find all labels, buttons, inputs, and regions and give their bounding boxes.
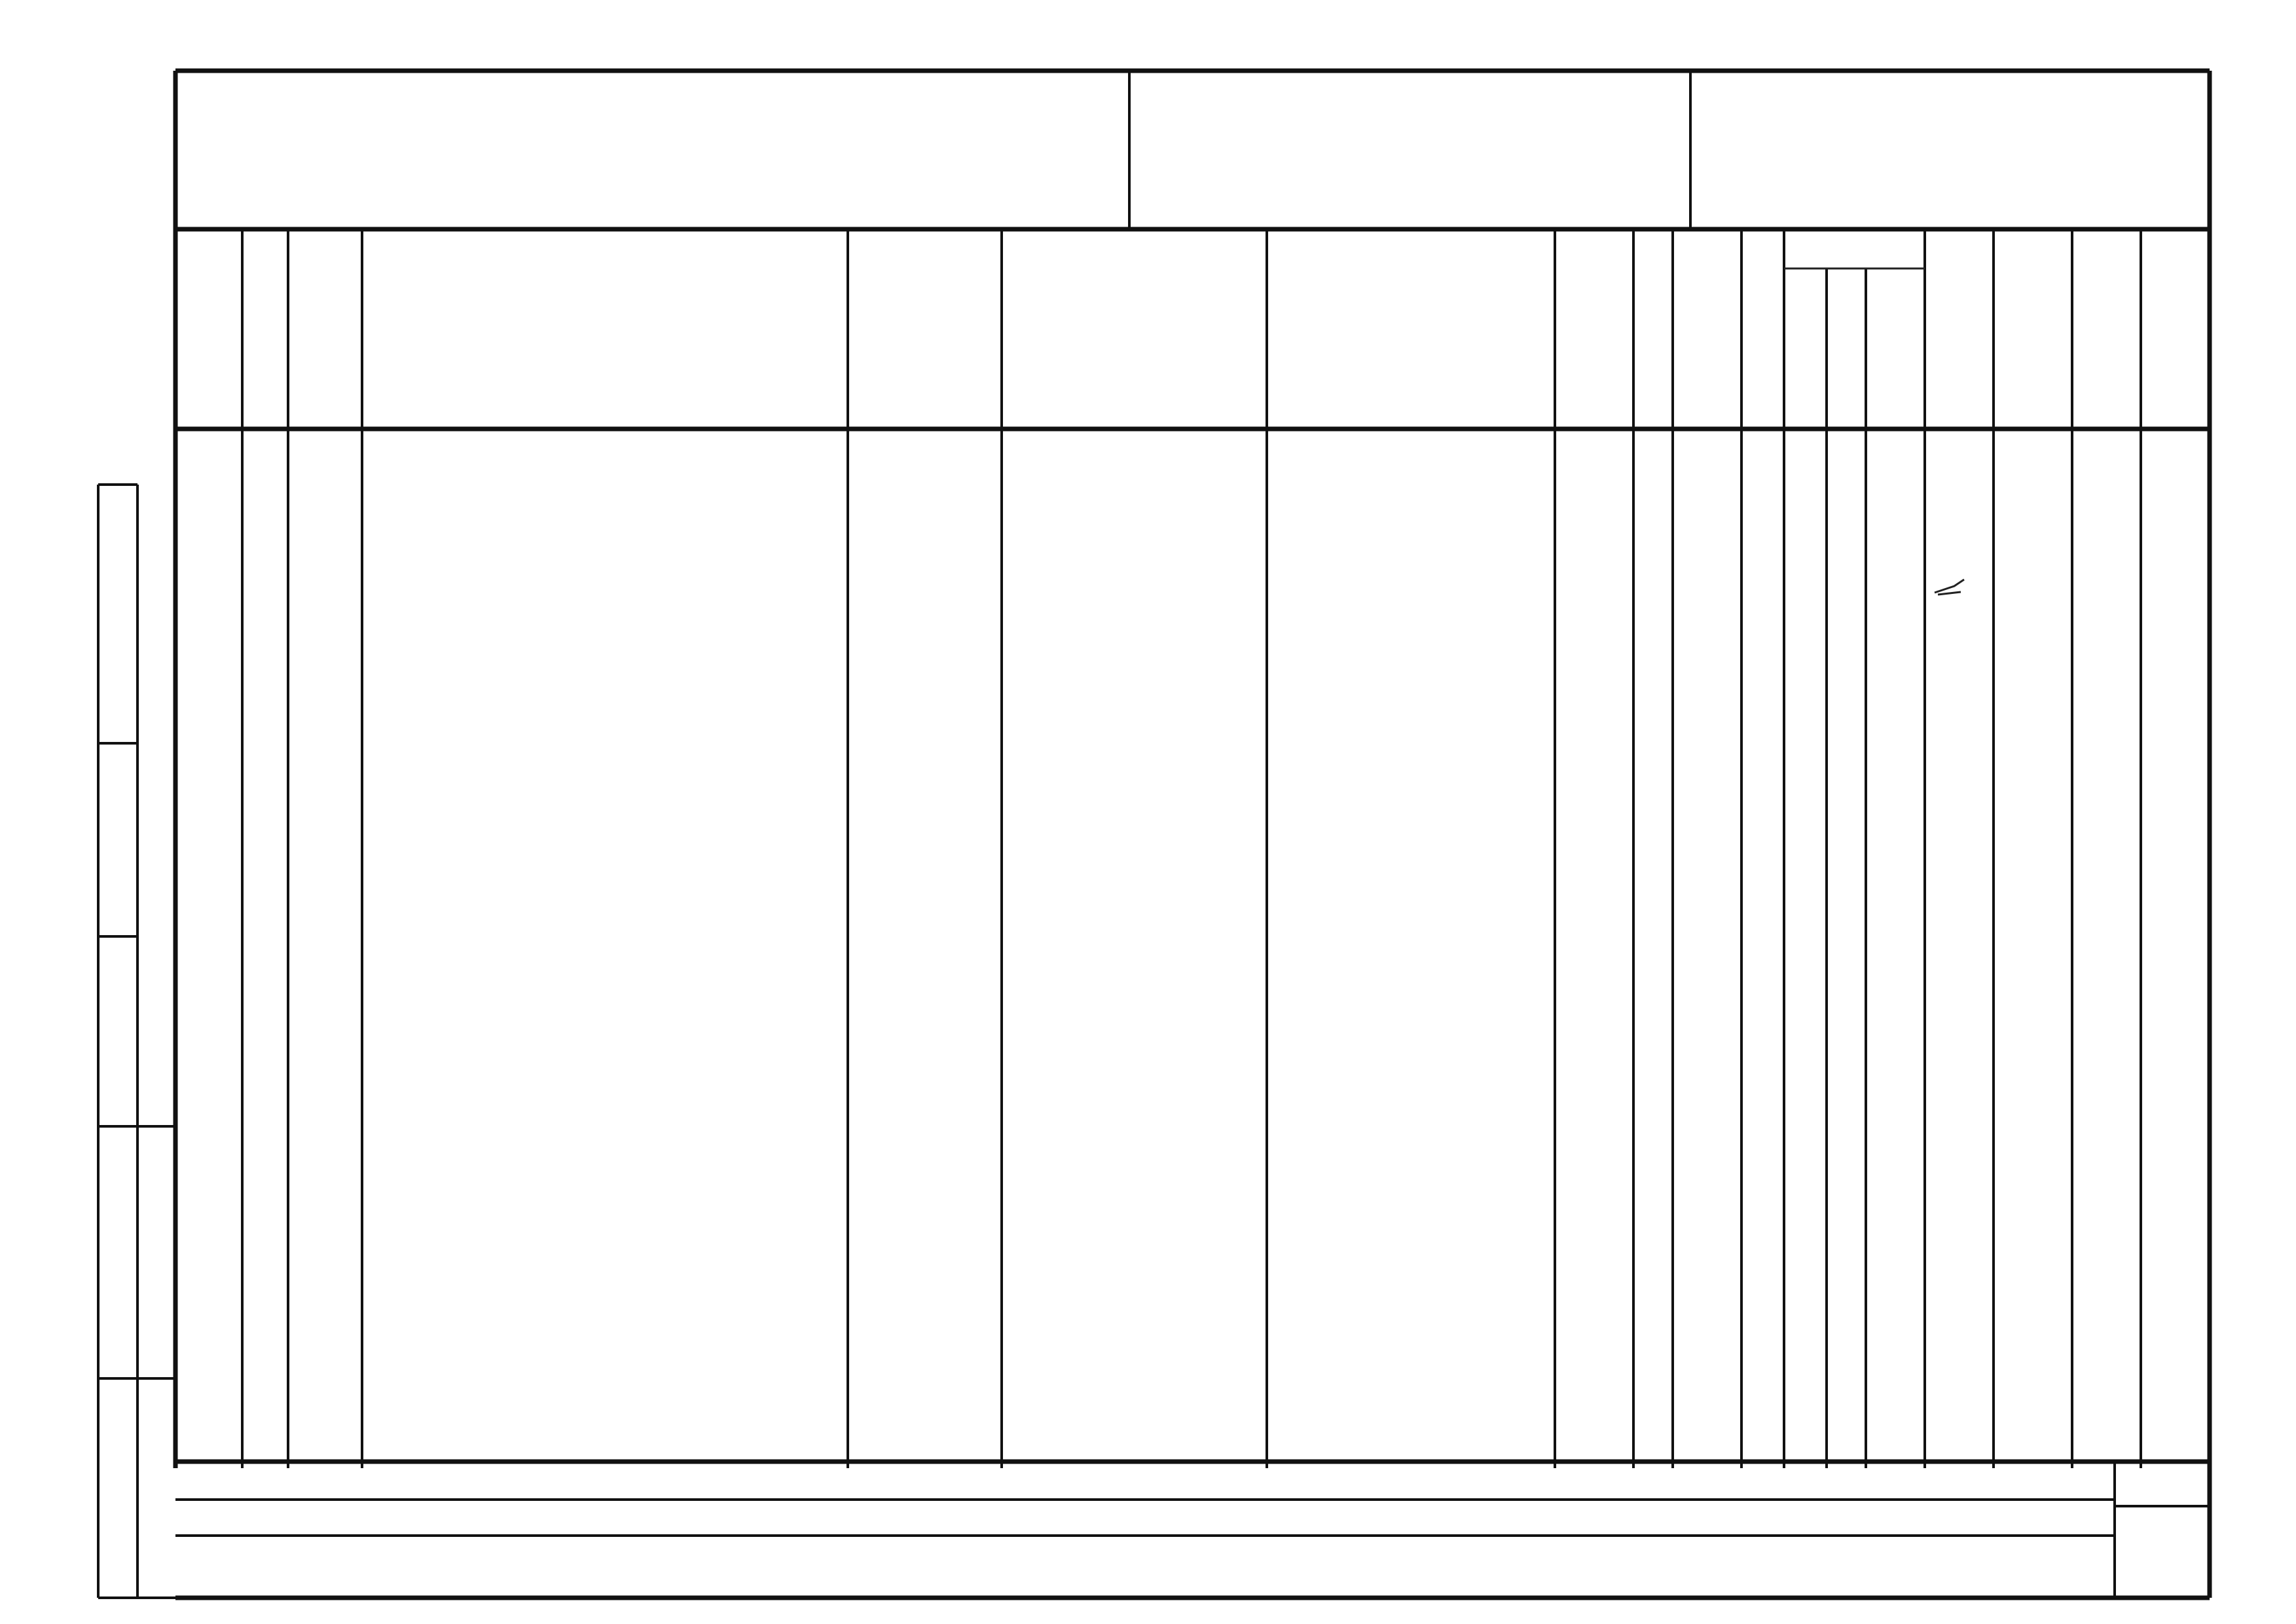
column-lines xyxy=(242,229,2141,1468)
footer-stamp xyxy=(175,1462,2210,1598)
tick-mark xyxy=(1935,580,1964,595)
side-margin xyxy=(98,485,175,1598)
frame-lines xyxy=(175,71,2210,1598)
